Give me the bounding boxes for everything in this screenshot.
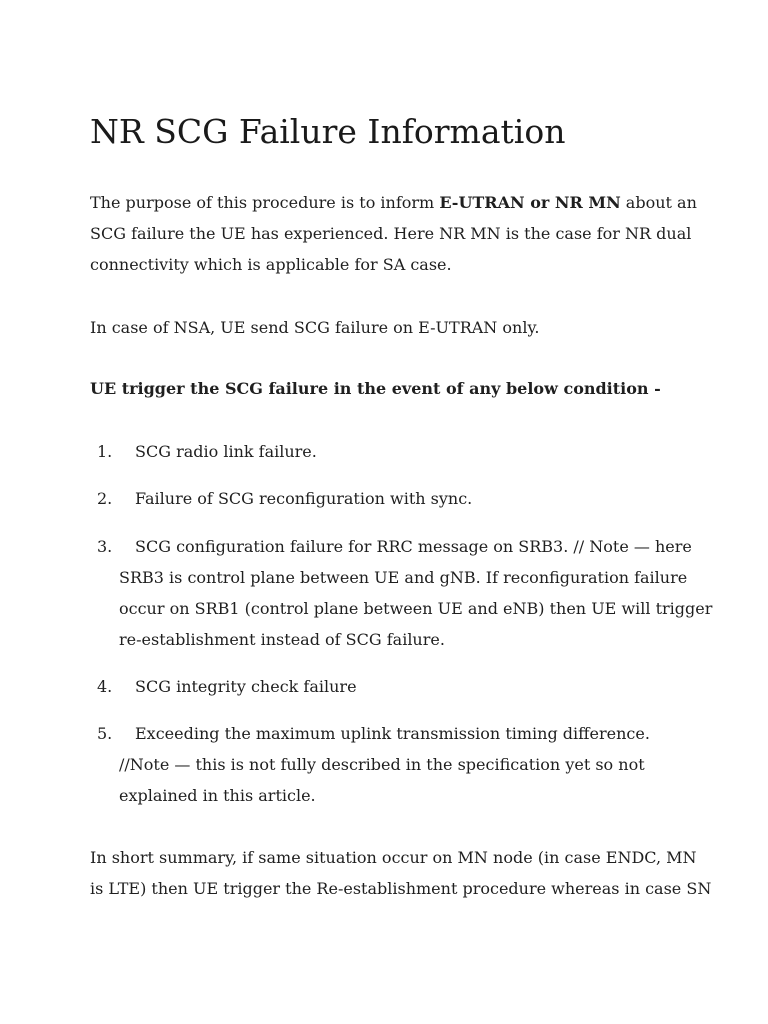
condition-2-line-1: Failure of SCG reconfiguration with sync. xyxy=(135,489,473,508)
intro-paragraph xyxy=(90,187,697,280)
intro-line-1-end: about an xyxy=(620,193,697,212)
condition-number-5: 5. xyxy=(97,724,113,743)
intro-line-1 xyxy=(90,187,697,218)
condition-5-line-2: //Note — this is not fully described in the specification yet so not xyxy=(119,755,645,774)
summary-paragraph xyxy=(90,842,711,904)
intro-line-1-emphasis: E-UTRAN or NR MN xyxy=(439,193,621,212)
nsa-note-paragraph: In case of NSA, UE send SCG failure on E-UTRAN only. xyxy=(90,318,540,337)
condition-item-1 xyxy=(90,436,317,467)
condition-number-2: 2. xyxy=(97,489,113,508)
intro-line-1-start: The purpose of this procedure is to inform xyxy=(90,193,440,212)
condition-1-line-1: SCG radio link failure. xyxy=(135,442,317,461)
condition-item-4 xyxy=(90,671,357,702)
intro-line-2: SCG failure the UE has experienced. Here NR MN is the case for NR dual xyxy=(90,224,692,243)
intro-line-3: connectivity which is applicable for SA case. xyxy=(90,255,452,274)
summary-line-2: is LTE) then UE trigger the Re-establishment procedure whereas in case SN xyxy=(90,879,712,898)
condition-item-5 xyxy=(90,718,650,811)
condition-5-line-3: explained in this article. xyxy=(119,786,316,805)
condition-item-2 xyxy=(90,483,472,514)
condition-number-3: 3. xyxy=(97,537,113,556)
conditions-heading: UE trigger the SCG failure in the event of any below condition - xyxy=(90,379,661,398)
condition-3-line-3: occur on SRB1 (control plane between UE and eNB) then UE will trigger xyxy=(119,599,713,618)
condition-item-3 xyxy=(90,531,712,655)
condition-3-line-1: SCG configuration failure for RRC message on SRB3. // Note — here xyxy=(135,537,692,556)
condition-number-1: 1. xyxy=(97,442,113,461)
summary-line-1: In short summary, if same situation occur on MN node (in case ENDC, MN xyxy=(90,848,697,867)
condition-4-line-1: SCG integrity check failure xyxy=(135,677,357,696)
condition-number-4: 4. xyxy=(97,677,113,696)
condition-3-line-2: SRB3 is control plane between UE and gNB. If reconfiguration failure xyxy=(119,568,688,587)
condition-5-line-1: Exceeding the maximum uplink transmission timing difference. xyxy=(135,724,650,743)
condition-3-line-4: re-establishment instead of SCG failure. xyxy=(119,630,445,649)
article-title: NR SCG Failure Information xyxy=(90,112,566,151)
